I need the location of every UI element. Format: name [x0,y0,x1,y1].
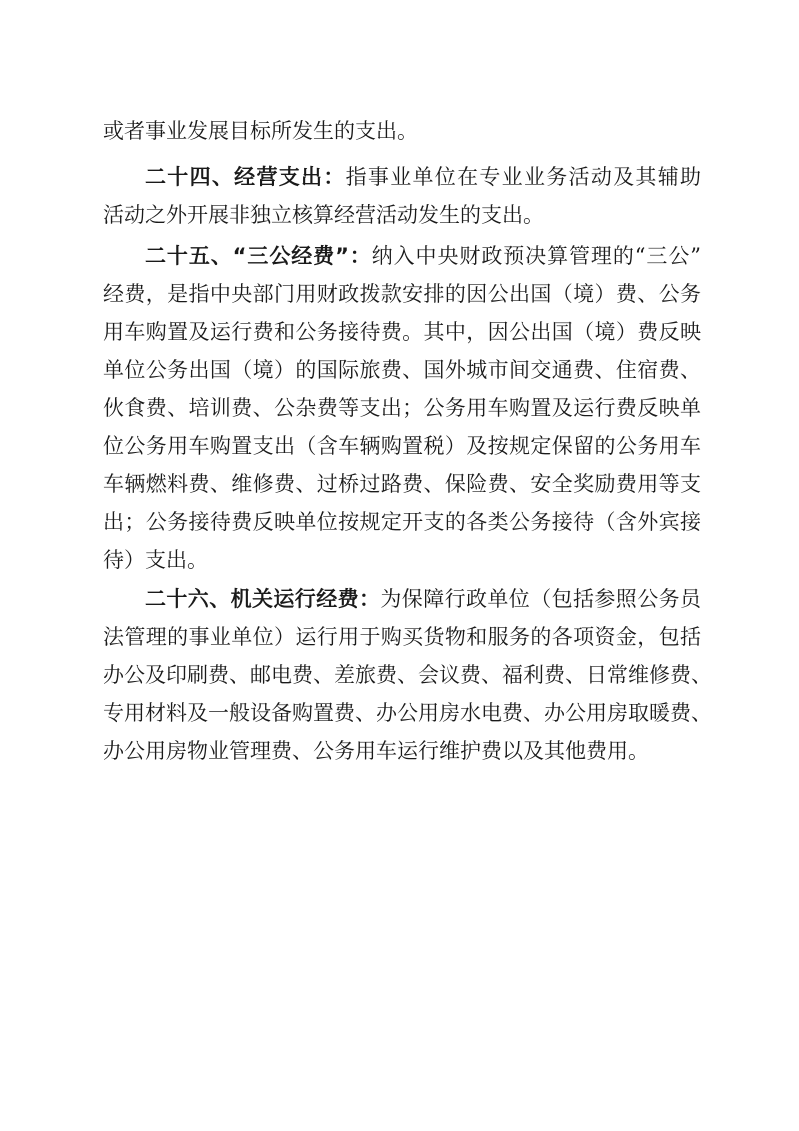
item-25-text: 纳入中央财政预决算管理的“三公” [371,244,701,268]
paragraph-line: 出；公务接待费反映单位按规定开支的各类公务接待（含外宾接 [103,510,701,534]
paragraph-line: 活动之外开展非独立核算经营活动发生的支出。 [103,203,544,227]
paragraph-line: 车辆燃料费、维修费、过桥过路费、保险费、安全奖励费用等支 [103,472,701,496]
paragraph-line: 单位公务出国（境）的国际旅费、国外城市间交通费、住宿费、 [103,358,701,382]
paragraph-line: 或者事业发展目标所发生的支出。 [103,119,418,143]
item-24-term: 二十四、经营支出： [145,165,346,189]
item-26-term: 二十六、机关运行经费： [145,587,381,611]
paragraph-line: 位公务用车购置支出（含车辆购置税）及按规定保留的公务用车 [103,434,701,458]
item-26-text: 为保障行政单位（包括参照公务员 [380,587,702,611]
paragraph-line: 法管理的事业单位）运行用于购买货物和服务的各项资金，包括 [103,625,701,649]
item-25-heading-line [145,242,701,270]
item-25-term: 二十五、“三公经费”： [145,244,372,268]
paragraph-line: 伙食费、培训费、公杂费等支出；公务用车购置及运行费反映单 [103,396,701,420]
paragraph-line: 专用材料及一般设备购置费、办公用房水电费、办公用房取暖费、 [103,701,712,725]
paragraph-line: 经费，是指中央部门用财政拨款安排的因公出国（境）费、公务 [103,282,701,306]
paragraph-line: 办公用房物业管理费、公务用车运行维护费以及其他费用。 [103,739,649,763]
paragraph-line: 办公及印刷费、邮电费、差旅费、会议费、福利费、日常维修费、 [103,663,712,687]
item-26-heading-line [145,585,701,613]
item-24-heading-line [145,163,701,191]
paragraph-line: 待）支出。 [103,548,208,572]
paragraph-line: 用车购置及运行费和公务接待费。其中，因公出国（境）费反映 [103,320,701,344]
item-24-text: 指事业单位在专业业务活动及其辅助 [345,165,701,189]
